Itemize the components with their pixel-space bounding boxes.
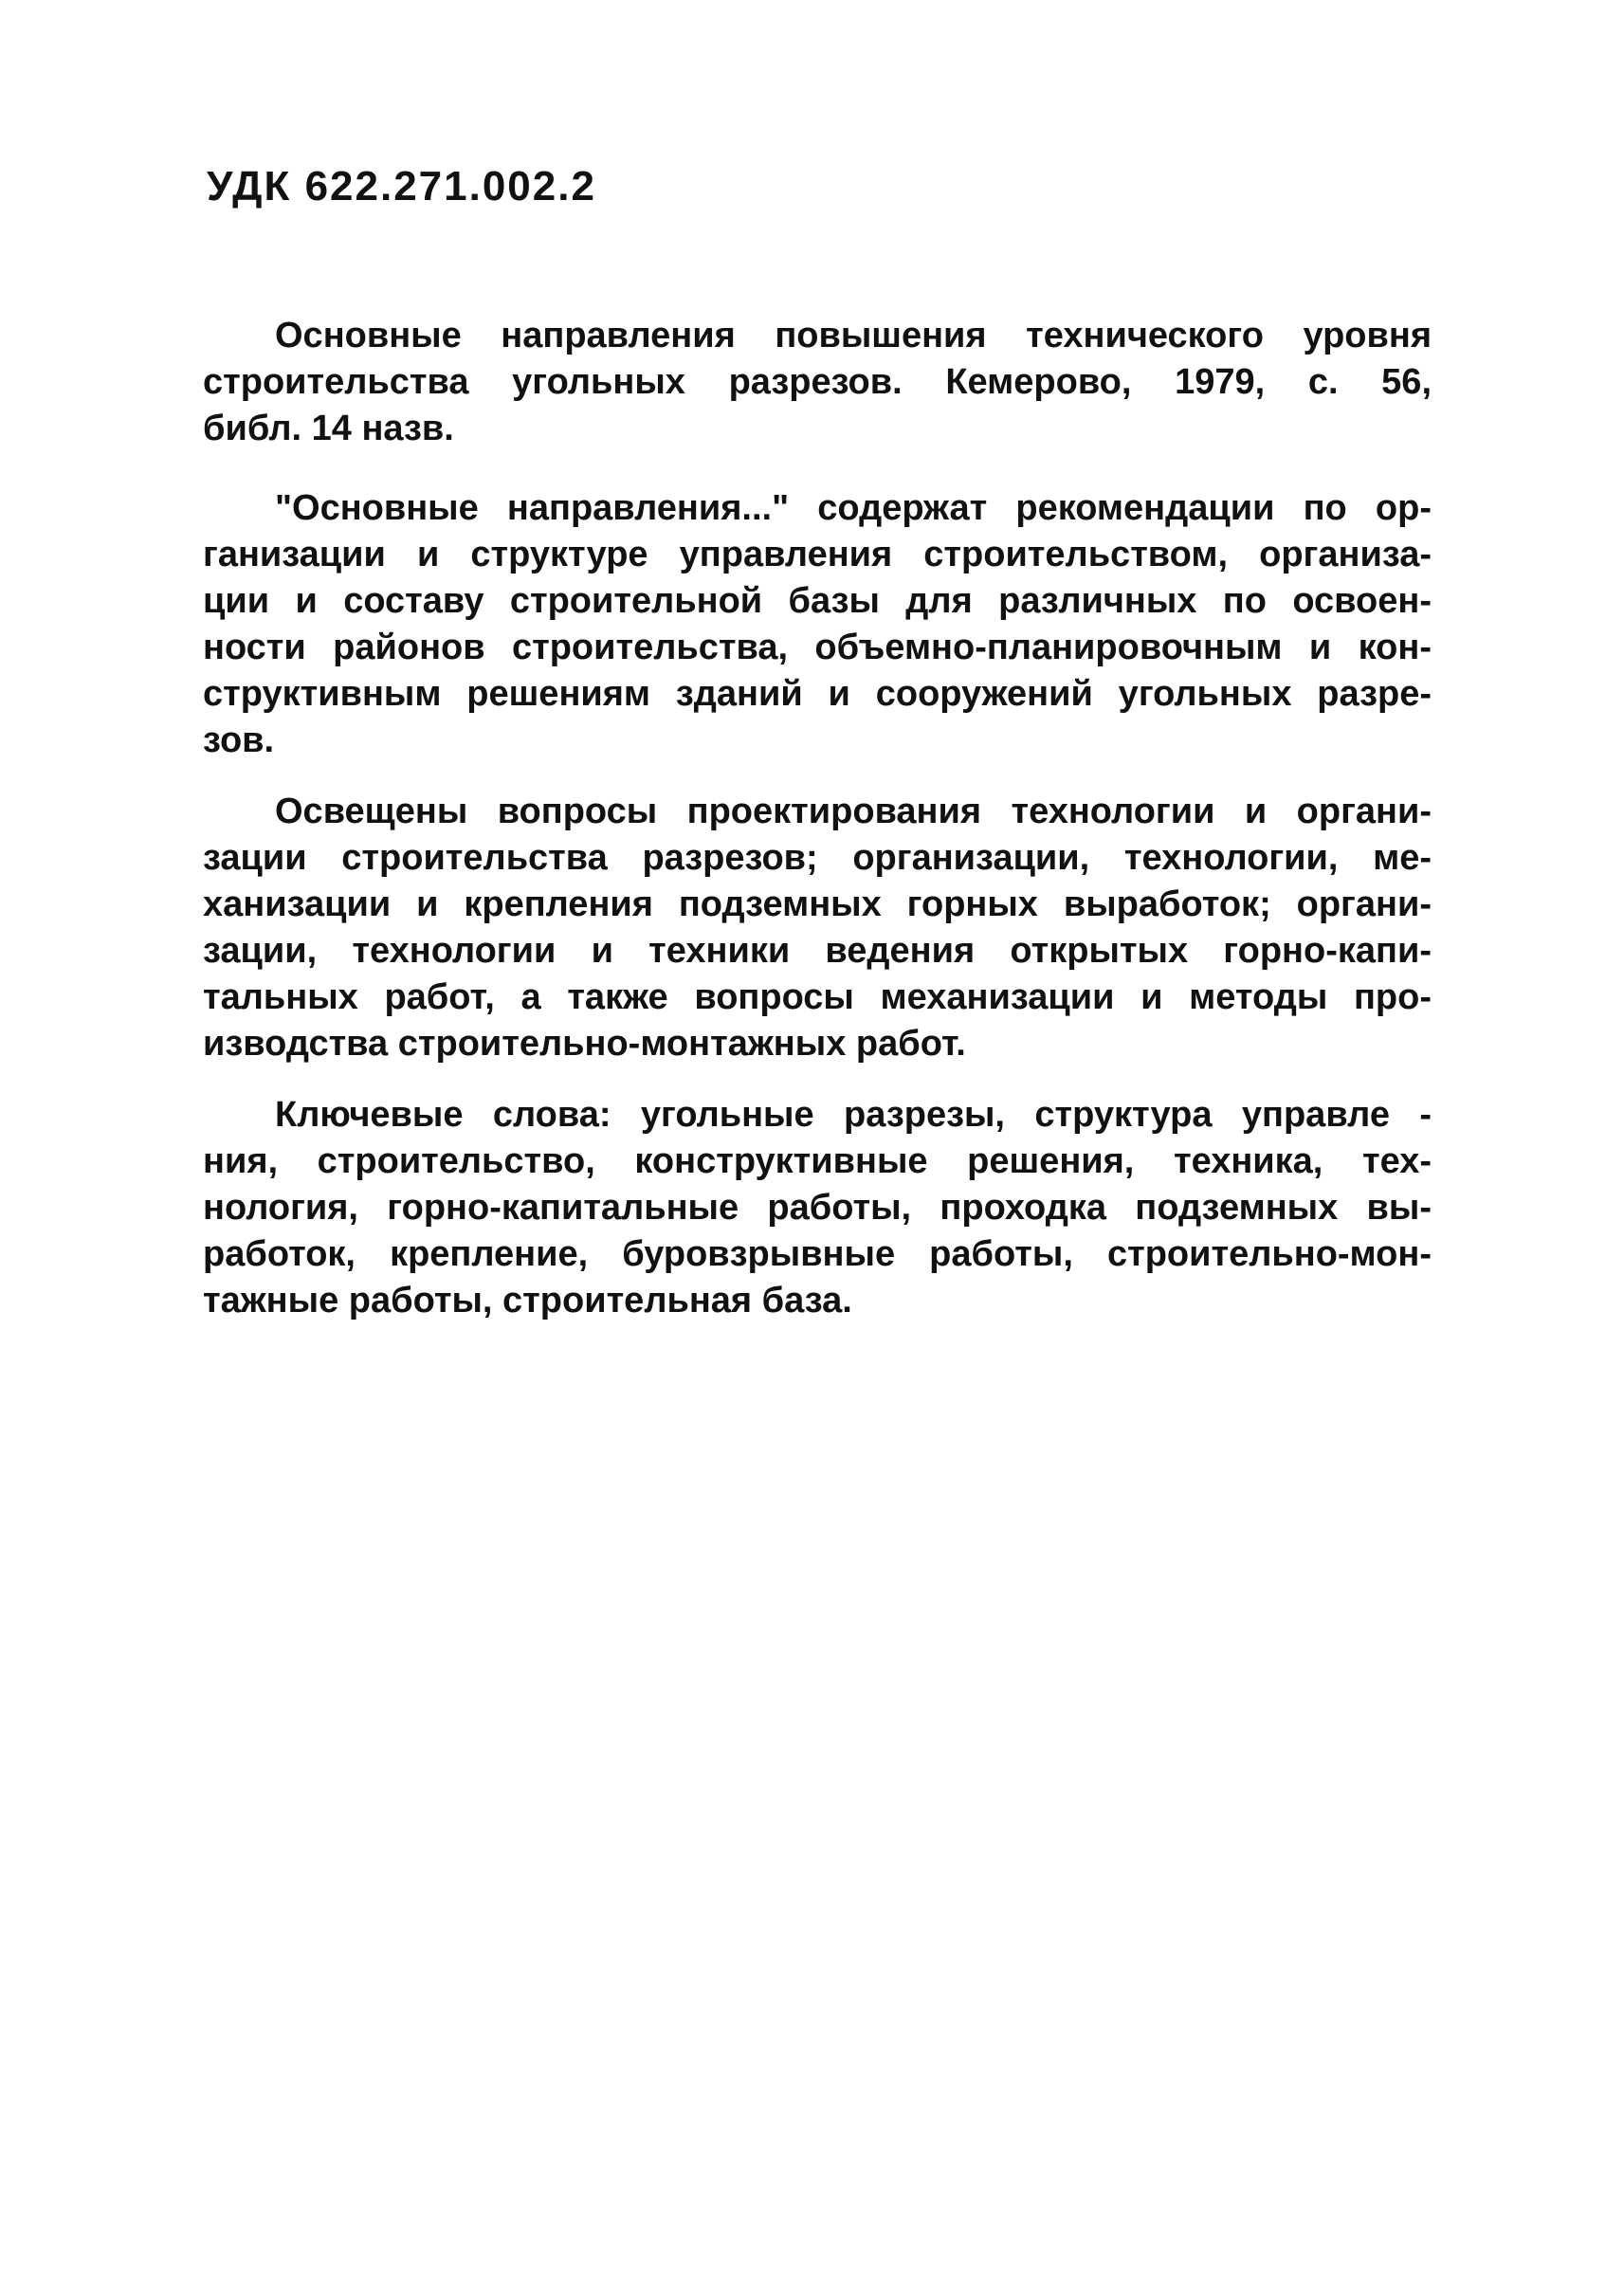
coverage-line: зации строительства разрезов; организации, технологии, ме-: [203, 838, 1432, 878]
citation-line: Основные направления повышения технического уровня: [275, 316, 1432, 355]
citation-line: библ. 14 назв.: [203, 409, 454, 448]
summary-line: ганизации и структуре управления строительством, организа-: [203, 535, 1432, 574]
summary-line: ции и составу строительной базы для различных по освоен-: [203, 581, 1432, 621]
coverage-line: тальных работ, а также вопросы механизации и методы про-: [203, 977, 1432, 1017]
summary-line: ности районов строительства, объемно-планировочным и кон-: [203, 628, 1432, 667]
summary-line: "Основные направления..." содержат рекомендации по ор-: [275, 488, 1432, 528]
summary-paragraph: [203, 485, 1432, 764]
coverage-line: зации, технологии и техники ведения открытых горно-капи-: [203, 931, 1432, 971]
udk-code: УДК 622.271.002.2: [207, 163, 596, 209]
coverage-line: изводства строительно-монтажных работ.: [203, 1024, 966, 1064]
keywords-line: тажные работы, строительная база.: [203, 1281, 852, 1321]
coverage-paragraph: [203, 789, 1432, 1067]
keywords-line: ния, строительство, конструктивные решения, техника, тех-: [203, 1141, 1432, 1181]
coverage-line: ханизации и крепления подземных горных выработок; органи-: [203, 884, 1432, 924]
citation-line: строительства угольных разрезов. Кемерово, 1979, с. 56,: [203, 362, 1432, 402]
keywords-line: работок, крепление, буровзрывные работы, строительно-мон-: [203, 1234, 1432, 1274]
keywords-line: Ключевые слова: угольные разрезы, структура управле -: [275, 1095, 1432, 1135]
coverage-line: Освещены вопросы проектирования технологии и органи-: [275, 792, 1432, 831]
keywords-line: нология, горно-капитальные работы, проходка подземных вы-: [203, 1188, 1432, 1228]
keywords-paragraph: [203, 1092, 1432, 1324]
bibliographic-citation: [203, 313, 1432, 452]
summary-line: структивным решениям зданий и сооружений угольных разре-: [203, 674, 1432, 714]
summary-line: зов.: [203, 720, 275, 760]
